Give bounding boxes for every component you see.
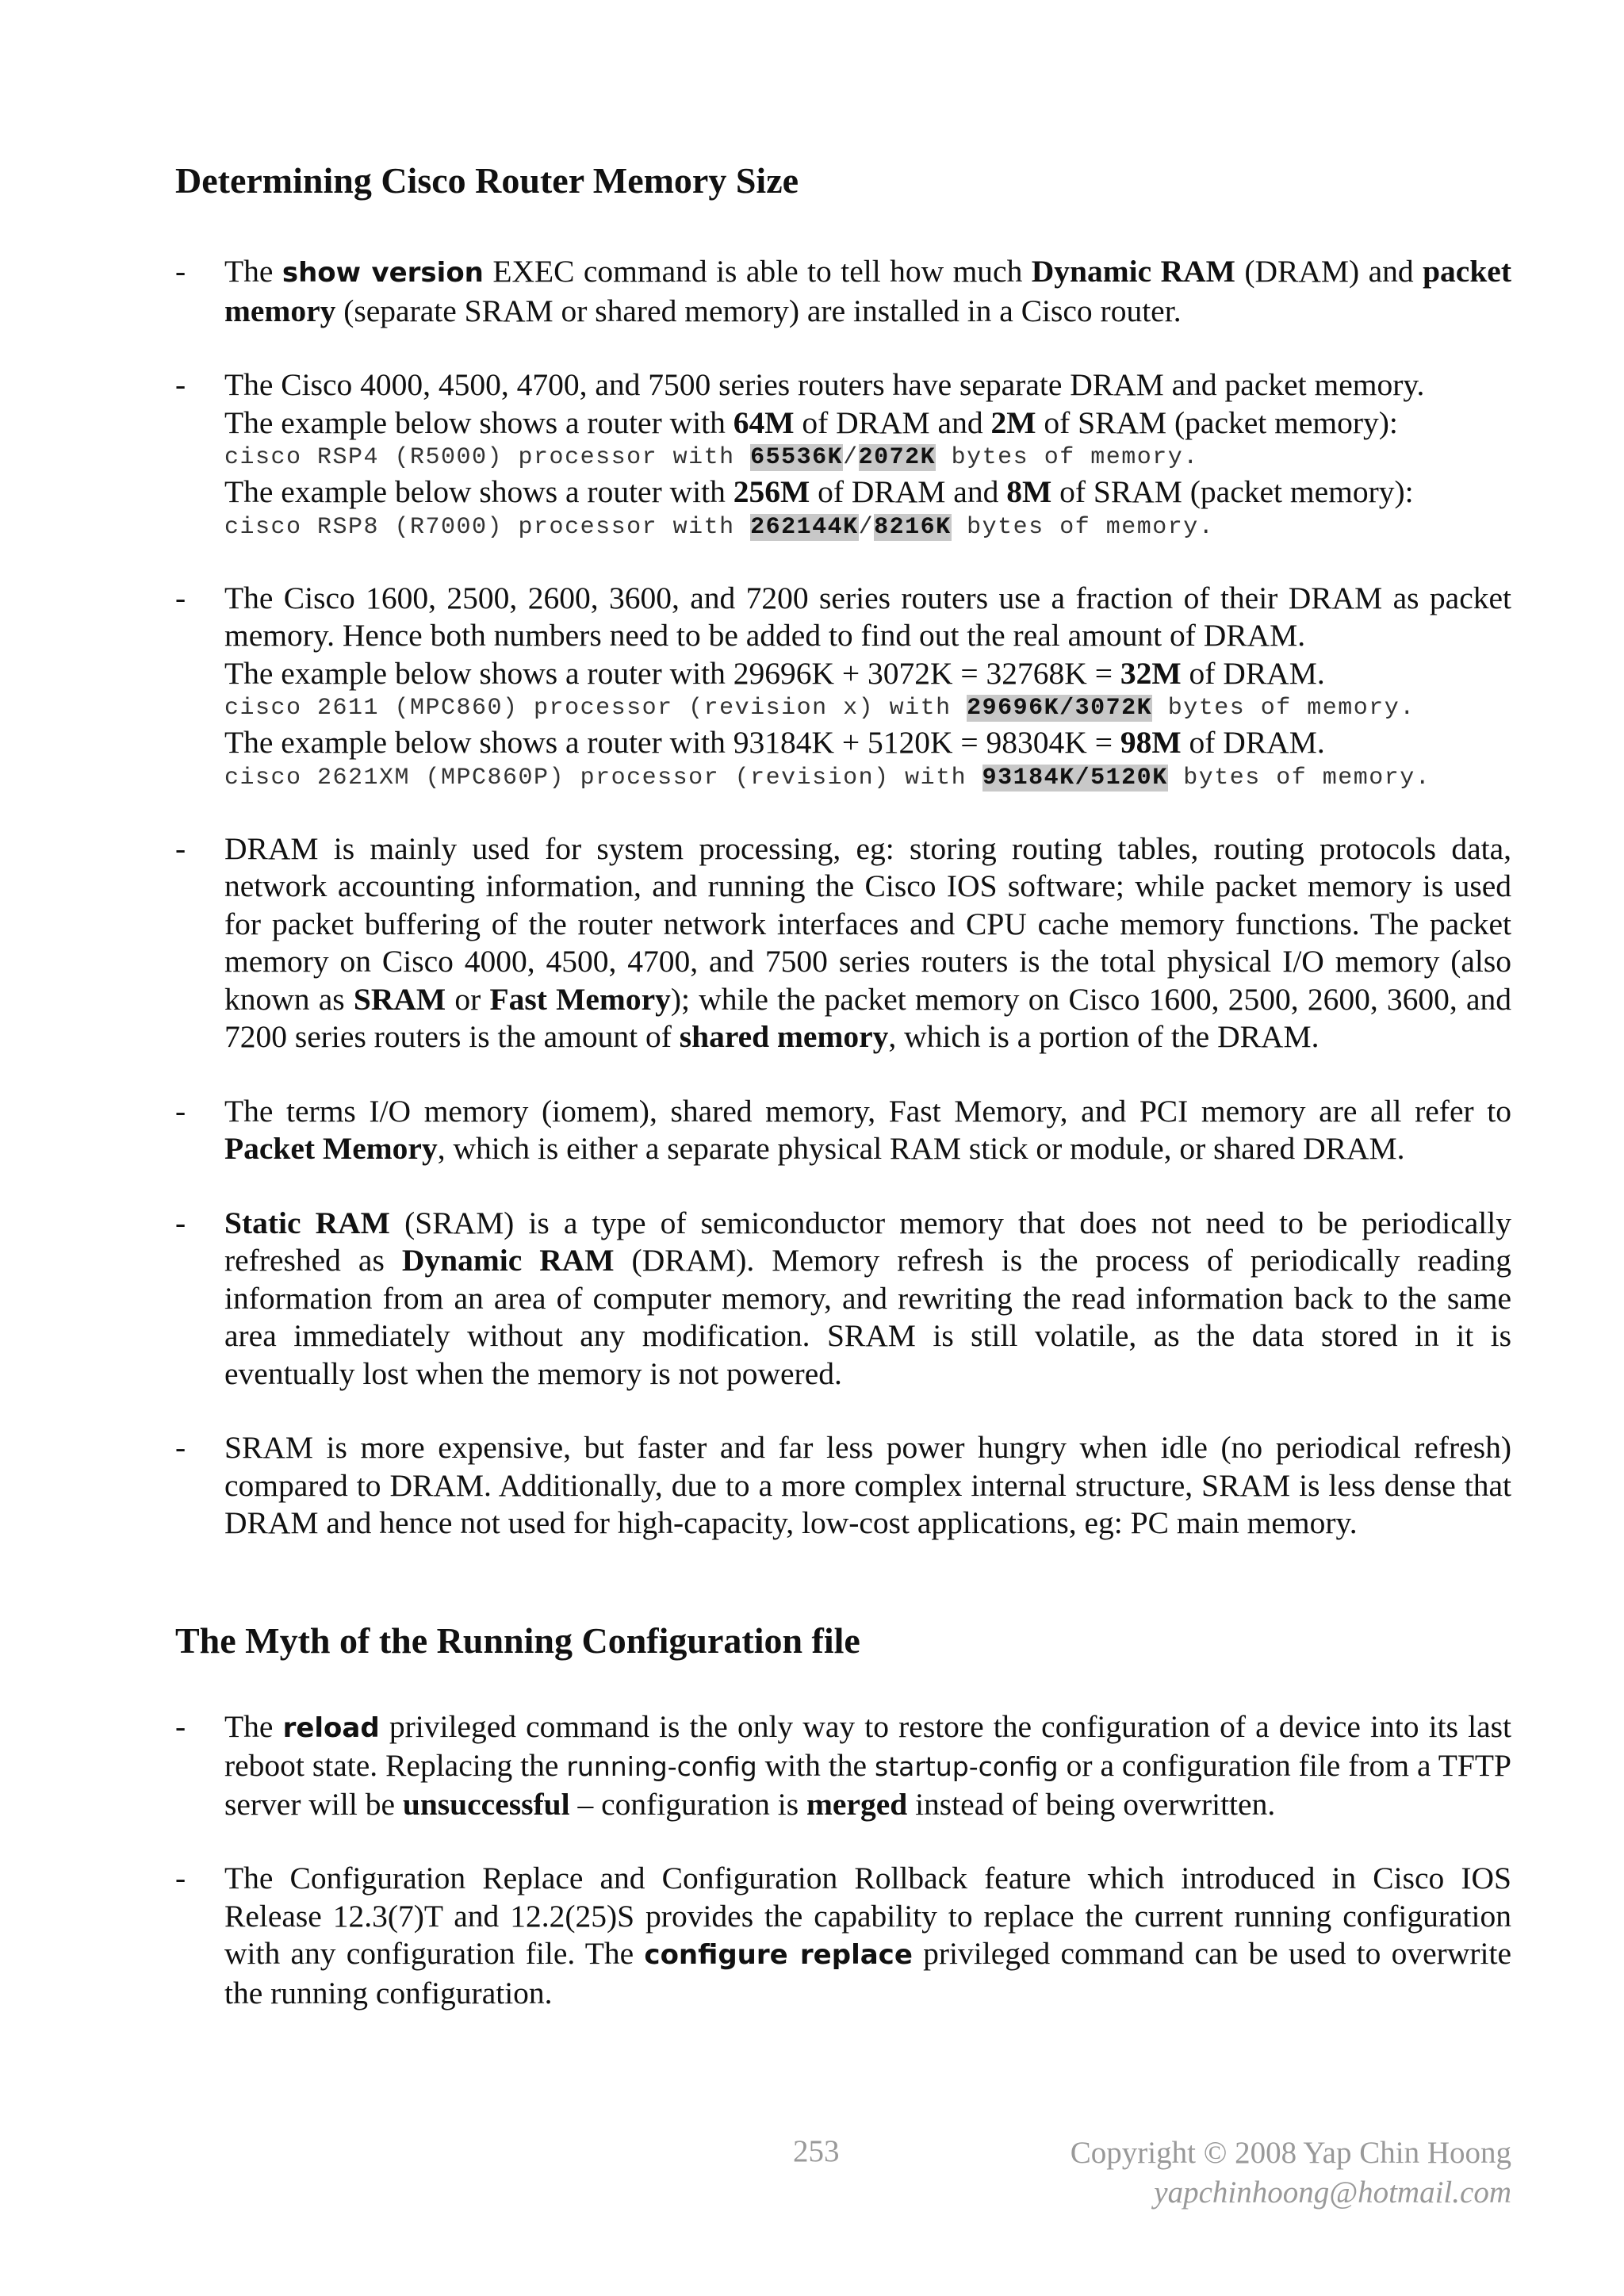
bullet-static-ram: - Static RAM (SRAM) is a type of semiconductor memory that does not need to be periodically refreshed as Dynamic RAM (DRAM). Memory refresh is the process of periodically reading information from an area of computer memory, and rewriting the read information back to the same area immediately without any modification. SRAM is still volatile, as the data stored in it is eventually lost when the memory is not powered. — [175, 1205, 1511, 1391]
section-title-running-config: The Myth of the Running Configuration file — [175, 1619, 860, 1661]
code-example-rsp8: cisco RSP8 (R7000) processor with 262144K/8216K bytes of memory. — [224, 513, 1215, 541]
bullet-dash: - — [175, 830, 186, 866]
footer-copyright — [1071, 2133, 1511, 2213]
author-email: yapchinhoong@hotmail.com — [1154, 2175, 1511, 2210]
startup-config-term: startup-config — [875, 1751, 1059, 1783]
section-title-memory: Determining Cisco Router Memory Size — [175, 160, 799, 201]
copyright-text: Copyright © 2008 Yap Chin Hoong — [1070, 2136, 1511, 2170]
command-reload: reload — [282, 1711, 380, 1744]
bullet-dram-usage: - DRAM is mainly used for system processing, eg: storing routing tables, routing protocols data, network accounting information, and running the Cisco IOS software; while packet memory is used for packet buffering of the router network interfaces and CPU cache memory functions. The packet memory on Cisco 4000, 4500, 4700, and 7500 series routers is the total physical I/O memory (also known as SRAM or Fast Memory); while the packet memory on Cisco 1600, 2500, 2600, 3600, and 7200 series routers is the amount of shared memory, which is a portion of the DRAM. — [175, 830, 1512, 1055]
bullet-reload: - The reload privileged command is the only way to restore the configuration of a device into its last reboot state. Replacing the running-config with the startup-config or a configuration file from a TFTP server will be unsuccessful – configuration is merged instead of being overwritten. — [175, 1708, 1511, 1822]
code-example-2611: cisco 2611 (MPC860) processor (revision x) with 29696K/3072K bytes of memory. — [224, 695, 1415, 723]
code-example-rsp4: cisco RSP4 (R5000) processor with 65536K/2072K bytes of memory. — [224, 444, 1199, 472]
command-show-version: show version — [282, 257, 484, 289]
page-number: 253 — [793, 2134, 840, 2168]
bullet-dash: - — [175, 1205, 186, 1240]
bullet-dash: - — [175, 1861, 186, 1896]
bullet-show-version: - The show version EXEC command is able to tell how much Dynamic RAM (DRAM) and packet memory (separate SRAM or shared memory) are installed in a Cisco router. — [175, 254, 1511, 328]
bullet-dash: - — [175, 1093, 186, 1129]
bullet-dash: - — [175, 1708, 186, 1744]
code-example-2621xm: cisco 2621XM (MPC860P) processor (revision) with 93184K/5120K bytes of memory. — [224, 764, 1431, 792]
page-content — [175, 159, 1511, 2012]
running-config-term: running-config — [566, 1751, 757, 1783]
bullet-io-memory: - The terms I/O memory (iomem), shared memory, Fast Memory, and PCI memory are all refer to Packet Memory, which is either a separate physical RAM stick or module, or shared DRAM. — [175, 1093, 1511, 1167]
bullet-sram-cost: - SRAM is more expensive, but faster and far less power hungry when idle (no periodical refresh) compared to DRAM. Additionally, due to a more complex internal structure, SRAM is less dense that DRAM and hence not used for high-capacity, low-cost applications, eg: PC main memory. — [175, 1430, 1511, 1541]
command-configure-replace: configure replace — [644, 1939, 913, 1972]
bullet-dash: - — [175, 367, 186, 403]
bullet-configure-replace: - The Configuration Replace and Configuration Rollback feature which introduced in Cisco IOS Release 12.3(7)T and 12.2(25)S provides the capability to replace the current running configuration with any configuration file. The configure replace privileged command can be used to overwrite the running configuration. — [175, 1861, 1511, 2010]
bullet-dash: - — [175, 580, 186, 615]
bullet-separate-memory: - The Cisco 4000, 4500, 4700, and 7500 series routers have separate DRAM and packet memory. The example below shows a router with 64M of DRAM and 2M of SRAM (packet memory): cisco RSP4 (R5000) processor with 65536K/2072K bytes of memory. The example below shows a router with 256M of DRAM and 8M of SRAM (packet memory): cisco RSP8 (R7000) processor with 262144K/8216K bytes of memory. — [175, 366, 1511, 543]
bullet-dash: - — [175, 1430, 186, 1466]
bullet-shared-memory: - The Cisco 1600, 2500, 2600, 3600, and 7200 series routers use a fraction of their DRAM as packet memory. Hence both numbers need to be added to find out the real amount of DRAM. The example below shows a router with 29696K + 3072K = 32768K = 32M of DRAM. cisco 2611 (MPC860) processor (revision x) with 29696K/3072K bytes of memory. The example below shows a router with 93184K + 5120K = 98304K = 98M of DRAM. cisco 2621XM (MPC860P) processor (revision) with 93184K/5120K bytes of memory. — [175, 580, 1511, 794]
bullet-dash: - — [175, 254, 186, 289]
